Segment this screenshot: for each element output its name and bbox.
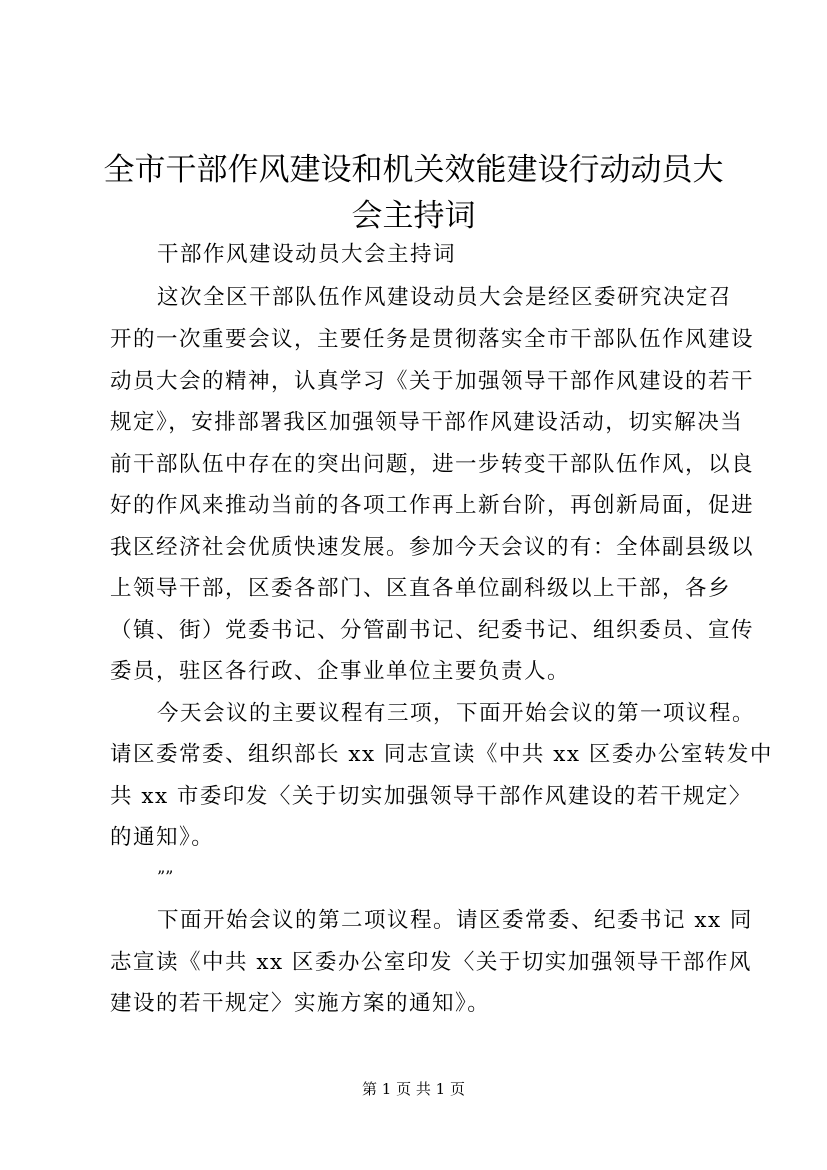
paragraph-line: 建设的若干规定〉实施方案的通知》。 — [110, 991, 491, 1016]
paragraph-line: 我区经济社会优质快速发展。参加今天会议的有：全体副县级以 — [110, 535, 755, 560]
paragraph-line: 上领导干部，区委各部门、区直各单位副科级以上干部，各乡 — [110, 576, 732, 601]
paragraph-line: 请区委常委、组织部长 xx 同志宣读《中共 xx 区委办公室转发中 — [110, 742, 773, 767]
paragraph-line: 下面开始会议的第二项议程。请区委常委、纪委书记 xx 同 — [157, 908, 753, 933]
paragraph-line: 今天会议的主要议程有三项，下面开始会议的第一项议程。 — [157, 701, 756, 726]
document-title: 全市干部作风建设和机关效能建设行动动员大会主持词 — [103, 152, 724, 234]
paragraph-line: 这次全区干部队伍作风建设动员大会是经区委研究决定召 — [157, 285, 733, 310]
paragraph-line: 规定》，安排部署我区加强领导干部作风建设活动，切实解决当 — [110, 410, 744, 435]
subtitle: 干部作风建设动员大会主持词 — [157, 242, 457, 267]
paragraph-line: 前干部队伍中存在的突出问题，进一步转变干部队伍作风，以良 — [110, 452, 755, 477]
paragraph-line: 志宣读《中共 xx 区委办公室印发〈关于切实加强领导干部作风 — [110, 950, 752, 975]
page-footer: 第 1 页 共 1 页 — [362, 1080, 465, 1098]
quote-marks: ”” — [157, 867, 174, 886]
paragraph-line: 动员大会的精神，认真学习《关于加强领导干部作风建设的若干 — [110, 369, 755, 394]
paragraph-line: 开的一次重要会议，主要任务是贯彻落实全市干部队伍作风建设 — [110, 327, 755, 352]
paragraph-line: 的通知》。 — [110, 825, 215, 850]
paragraph-line: 共 xx 市委印发〈关于切实加强领导干部作风建设的若干规定〉 — [110, 784, 752, 809]
paragraph-line: 委员，驻区各行政、企事业单位主要负责人。 — [110, 659, 571, 684]
paragraph-line: （镇、街）党委书记、分管副书记、纪委书记、组织委员、宣传 — [110, 618, 755, 643]
paragraph-line: 好的作风来推动当前的各项工作再上新台阶，再创新局面，促进 — [110, 493, 755, 518]
